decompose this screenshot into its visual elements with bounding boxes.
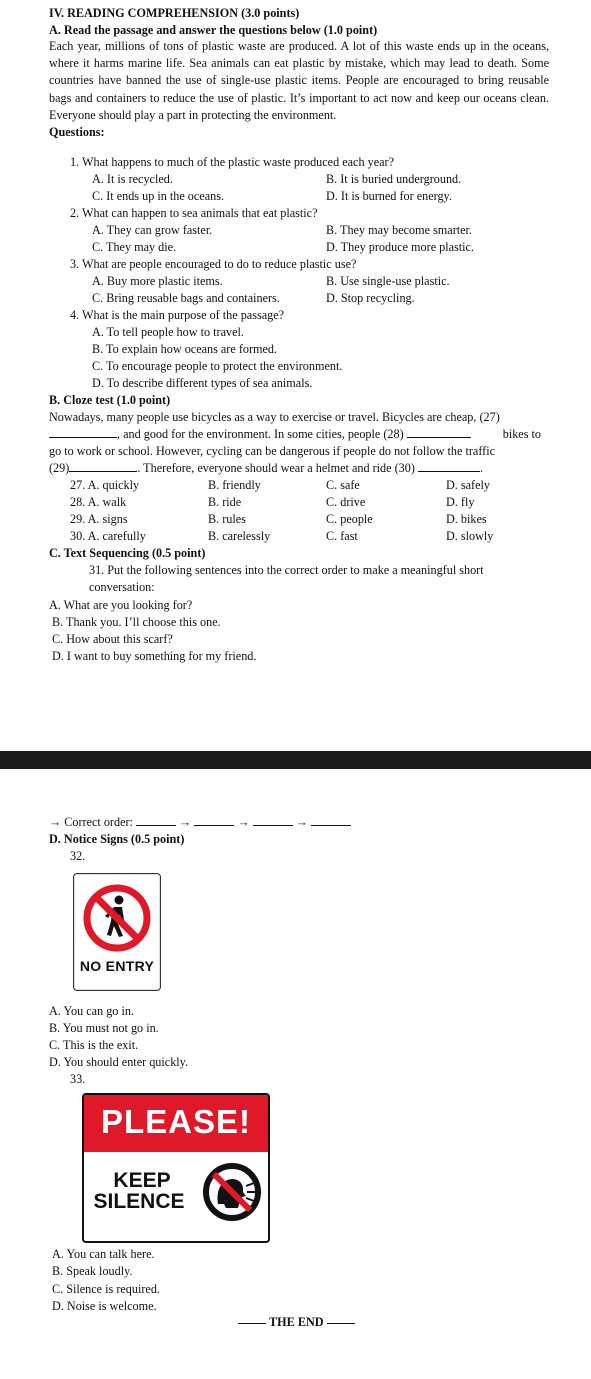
option-d[interactable]: D. Stop recycling. [326,291,415,305]
cloze-line-4 [49,461,483,476]
option-b[interactable]: B. carelessly [208,529,271,543]
sign-label: NO ENTRY [79,958,155,974]
sentence-b: B. Thank you. I’ll choose this one. [52,615,221,629]
option-d[interactable]: D. safely [446,478,490,492]
option-d[interactable]: D. To describe different types of sea animals. [92,376,313,390]
end-text: THE END [269,1315,324,1329]
option-a[interactable]: A. You can go in. [49,1004,134,1018]
question-33-number: 33. [70,1072,86,1086]
sentence-c: C. How about this scarf? [52,632,173,646]
end-rule-right [327,1323,355,1324]
option-d[interactable]: D. You should enter quickly. [49,1055,189,1069]
order-blank-4[interactable] [311,815,351,826]
option-a[interactable]: A. It is recycled. [92,172,173,186]
option-c[interactable]: C. Silence is required. [52,1282,160,1296]
option-d[interactable]: D. They produce more plastic. [326,240,475,254]
question-32-number: 32. [70,849,86,863]
option-c[interactable]: C. This is the exit. [49,1038,139,1052]
passage: Each year, millions of tons of plastic waste are produced. A lot of this waste ends up in the oceans, where it harms marine life. Sea animals can eat plastic by mistake, which may lead to death. Some countries have banned the use of single-use plastic items. People are encouraged to bring reusable bags and containers to reduce the use of plastic. It’s important to act now and keep our oceans clean. Everyone should play a part in protecting the environment. [49,39,549,122]
question-text: 4. What is the main purpose of the passage? [70,308,285,322]
option-d[interactable]: D. bikes [446,512,487,526]
option-d[interactable]: D. slowly [446,529,494,543]
option-c[interactable]: C. fast [326,529,358,543]
blank-28[interactable] [407,427,471,438]
option-a[interactable]: 30. A. carefully [70,529,146,543]
cloze-line-3: go to work or school. However, cycling can be dangerous if people do not follow the traffic [49,444,496,458]
keep-silence-sign [82,1093,270,1243]
arrow-icon: → [295,815,308,829]
sentence-d: D. I want to buy something for my friend. [52,649,257,663]
no-entry-sign [73,873,161,991]
option-d[interactable]: D. fly [446,495,475,509]
blank-27[interactable] [49,427,117,438]
order-blank-2[interactable] [194,815,234,826]
option-a[interactable]: 28. A. walk [70,495,127,509]
question-text: 1. What happens to much of the plastic waste produced each year? [70,155,394,169]
cloze-line-2 [49,427,541,442]
order-blank-3[interactable] [253,815,293,826]
end-marker [238,1315,355,1330]
option-b[interactable]: B. rules [208,512,246,526]
option-a[interactable]: A. You can talk here. [52,1247,155,1261]
questions-label: Questions: [49,125,105,139]
option-b[interactable]: B. Speak loudly. [52,1264,133,1278]
option-c[interactable]: C. They may die. [92,240,177,254]
option-a[interactable]: 27. A. quickly [70,478,140,492]
question-text: 2. What can happen to sea animals that eat plastic? [70,206,318,220]
correct-order-row [49,815,351,830]
option-c[interactable]: C. To encourage people to protect the environment. [92,359,343,373]
option-b[interactable]: B. You must not go in. [49,1021,159,1035]
arrow-icon: → [237,815,250,829]
option-a[interactable]: A. To tell people how to travel. [92,325,244,339]
option-a[interactable]: A. Buy more plastic items. [92,274,223,288]
option-c[interactable]: C. It ends up in the oceans. [92,189,225,203]
cloze-line-1: Nowadays, many people use bicycles as a way to exercise or travel. Bicycles are cheap, (27) [49,410,500,424]
correct-order-label: → Correct order: [49,815,133,829]
option-b[interactable]: B. ride [208,495,242,509]
option-c[interactable]: C. Bring reusable bags and containers. [92,291,280,305]
sign-line-1: KEEP [113,1169,171,1192]
cloze-text: , and good for the environment. In some cities, people (28) [117,427,404,441]
sign-header-text: PLEASE! [100,1103,252,1140]
cloze-text: bikes to [502,427,541,441]
option-c[interactable]: C. drive [326,495,366,509]
option-c[interactable]: C. safe [326,478,360,492]
instruction-line-1: 31. Put the following sentences into the correct order to make a meaningful short [89,563,484,577]
no-talking-icon [202,1162,262,1222]
option-a[interactable]: A. They can grow faster. [92,223,213,237]
question-text: 3. What are people encouraged to do to reduce plastic use? [70,257,357,271]
cloze-text: . Therefore, everyone should wear a helmet and ride (30) [137,461,415,475]
option-a[interactable]: 29. A. signs [70,512,128,526]
option-b[interactable]: B. To explain how oceans are formed. [92,342,278,356]
part-c-title: C. Text Sequencing (0.5 point) [49,546,206,560]
sentence-a: A. What are you looking for? [49,598,193,612]
option-b[interactable]: B. They may become smarter. [326,223,472,237]
option-d[interactable]: D. Noise is welcome. [52,1299,157,1313]
part-d-title: D. Notice Signs (0.5 point) [49,832,185,846]
sign-line-2: SILENCE [93,1190,185,1213]
part-a-title: A. Read the passage and answer the questions below (1.0 point) [49,23,378,37]
option-b[interactable]: B. It is buried underground. [326,172,462,186]
option-b[interactable]: B. friendly [208,478,261,492]
blank-30[interactable] [418,461,480,472]
cloze-text: (29) [49,461,70,475]
part-b-title: B. Cloze test (1.0 point) [49,393,171,407]
divider-bar [0,751,591,769]
section-title: IV. READING COMPREHENSION (3.0 points) [49,6,300,20]
blank-29[interactable] [69,461,137,472]
order-blank-1[interactable] [136,815,176,826]
end-rule-left [238,1323,266,1324]
no-pedestrian-icon [74,874,160,954]
arrow-icon: → [179,815,192,829]
option-b[interactable]: B. Use single-use plastic. [326,274,450,288]
cloze-text: . [479,461,484,475]
option-d[interactable]: D. It is burned for energy. [326,189,452,203]
instruction-line-2: conversation: [89,580,155,594]
option-c[interactable]: C. people [326,512,373,526]
